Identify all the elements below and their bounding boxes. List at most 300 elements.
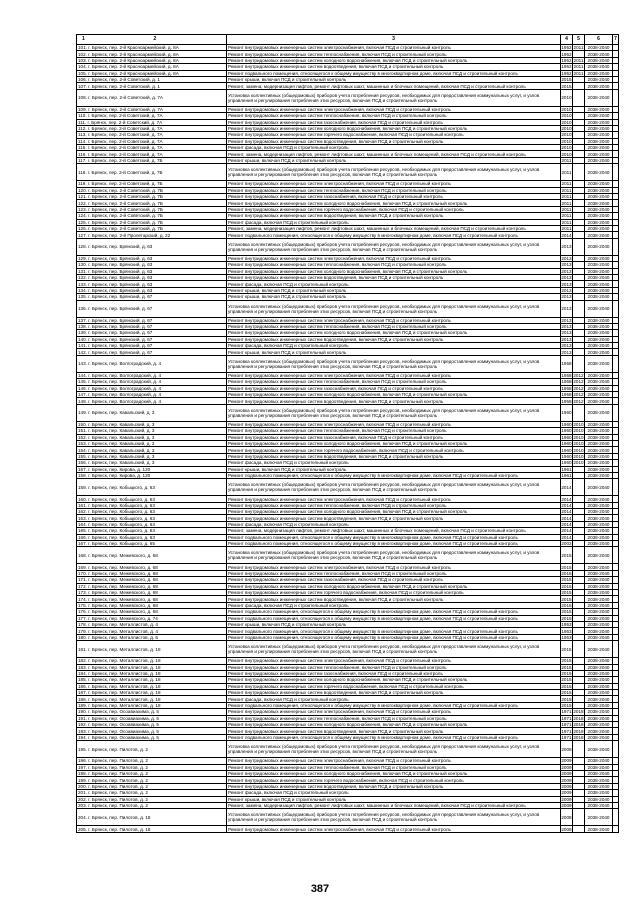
- cell-year-repair: 2010: [573, 441, 584, 447]
- cell-number: 110.: [78, 113, 87, 119]
- cell-year-built: 2015: [561, 690, 572, 696]
- cell-work-type: Ремонт крыши, включая ПСД и строительный контроль: [227, 466, 561, 472]
- cell-number: 186.: [78, 683, 87, 689]
- cell-period: 2038-2040: [585, 151, 613, 157]
- cell-number: 203.: [78, 803, 87, 809]
- cell-number: 142.: [78, 349, 87, 355]
- table-row: [77, 164, 619, 181]
- cell-work-type: Ремонт внутридомовых инженерных систем газоснабжения, включая ПСД и строительный контроль: [227, 194, 561, 200]
- cell-work-type: Ремонт внутридомовых инженерных систем электроснабжения, включая ПСД и строительный контроль: [227, 658, 561, 664]
- cell-period: 2038-2040: [585, 658, 613, 664]
- cell-year-built: 2009: [561, 796, 572, 802]
- cell-period: 2038-2040: [585, 106, 613, 112]
- cell-work-type: Установка коллективных (общедомовых) приборов учета потребления ресурсов, необходимых для предоставления коммунальных услуг, и узлов управления и регулирования потребления этих ресурсов, включая ПСД и строительный контроль: [227, 404, 561, 421]
- cell-year-built: 2014: [561, 515, 572, 521]
- cell-period: 2038-2040: [585, 349, 613, 355]
- cell-period: 2038-2040: [585, 596, 613, 602]
- cell-work-type: Ремонт внутридомовых инженерных систем водоотведения, включая ПСД и строительный контроль: [227, 138, 561, 144]
- cell-year-built: 2013: [561, 287, 572, 293]
- cell-address: г. Брянск, пер. Межевского, д. 68: [88, 571, 158, 577]
- cell-period: 2038-2040: [585, 547, 613, 564]
- cell-work-type: Ремонт внутридомовых инженерных систем горячего водоснабжения, включая ПСД и строительный контроль: [227, 590, 561, 596]
- cell-year-repair: [573, 547, 585, 564]
- cell-note: [613, 809, 619, 826]
- cell-period: 2038-2040: [585, 206, 613, 212]
- cell-number-address: [77, 826, 227, 832]
- cell-address: г. Брянск, пер. Брянский, д. 67: [88, 330, 153, 336]
- cell-number: 201.: [78, 790, 87, 796]
- cell-number: 196.: [78, 758, 87, 764]
- cell-period: 2038-2040: [585, 460, 613, 466]
- cell-year-built: 2009: [561, 764, 572, 770]
- cell-address: г. Брянск, пер. Пилотов, д. 2: [88, 777, 148, 783]
- cell-year-built: 2010: [561, 106, 572, 112]
- cell-address: г. Брянск, пер. Брянский, д. 63: [88, 287, 153, 293]
- table-row: [77, 404, 619, 421]
- cell-period: 2038-2040: [585, 317, 613, 323]
- cell-year-built: 2008: [561, 826, 572, 832]
- cell-work-type: Ремонт внутридомовых инженерных систем горячего водоснабжения, включая ПСД и строительный контроль: [227, 132, 561, 138]
- cell-address: г. Брянск, пер. Кирова, д. 120: [88, 466, 151, 472]
- cell-work-type: Ремонт, замена, модернизация лифтов, ремонт лифтовых шахт, машинных и блочных помещений, включая ПСД и строительный контроль: [227, 528, 561, 534]
- cell-number: 124.: [78, 213, 87, 219]
- cell-number: 114.: [78, 138, 87, 144]
- cell-address: г. Брянск, пер. Кобыцкого, д. 65: [88, 541, 155, 547]
- header-cell-col3: 3: [227, 35, 561, 45]
- cell-period: 2038-2040: [585, 764, 613, 770]
- cell-year-built: 1960: [561, 453, 572, 459]
- cell-work-type: Ремонт внутридомовых инженерных систем холодного водоснабжения, включая ПСД и строительный контроль: [227, 200, 561, 206]
- cell-work-type: Ремонт внутридомовых инженерных систем холодного водоснабжения, включая ПСД и строительный контроль: [227, 583, 561, 589]
- cell-note: [613, 641, 619, 658]
- cell-number: 137.: [78, 317, 87, 323]
- cell-work-type: Ремонт крыши, включая ПСД и строительный контроль: [227, 294, 561, 300]
- cell-period: 2038-2040: [585, 734, 613, 740]
- cell-year-built: 1952: [561, 51, 572, 57]
- cell-address: г. Брянск, пер. 2-й Советский, д. 7А: [87, 132, 163, 138]
- cell-work-type: Ремонт внутридомовых инженерных систем электроснабжения, включая ПСД и строительный контроль: [227, 255, 561, 261]
- cell-address: г. Брянск, пер. Кирова, д. 120: [88, 473, 151, 479]
- cell-work-type: Ремонт внутридомовых инженерных систем электроснабжения, включая ПСД и строительный контроль: [227, 564, 561, 570]
- cell-address: г. Брянск, пер. Металлистов, д. 4: [88, 622, 158, 628]
- cell-address: г. Брянск, пер. Пилотов, д. 2: [88, 746, 148, 752]
- cell-address: г. Брянск, пер. Брянский, д. 67: [88, 349, 153, 355]
- header-cell-col2: [77, 35, 227, 45]
- cell-period: 2038-2040: [585, 238, 613, 255]
- cell-year-repair: 2018: [573, 709, 584, 715]
- cell-work-type: Ремонт внутридомовых инженерных систем теплоснабжения, включая ПСД и строительный контроль: [227, 428, 561, 434]
- cell-number: 120.: [78, 187, 87, 193]
- cell-period: 2038-2040: [585, 690, 613, 696]
- cell-address: г. Брянск, пер. Кавальский, д. 3: [88, 453, 155, 459]
- cell-period: 2038-2040: [585, 219, 613, 225]
- cell-year-built: 1958: [561, 385, 572, 391]
- cell-work-type: Ремонт, замена, модернизация лифтов, ремонт лифтовых шахт, машинных и блочных помещений, включая ПСД и строительный контроль: [227, 83, 561, 89]
- cell-year-built: 2008: [561, 809, 573, 826]
- cell-work-type: Ремонт внутридомовых инженерных систем электроснабжения, включая ПСД и строительный контроль: [227, 181, 561, 187]
- cell-address: г. Брянск, пер. 2-й Советский, д. 7А: [87, 119, 163, 125]
- cell-year-built: 1958: [561, 392, 572, 398]
- cell-number: 117.: [78, 158, 87, 164]
- cell-period: 2038-2040: [585, 398, 613, 404]
- cell-address: г. Брянск, пер. Межевского, д. 68: [88, 583, 158, 589]
- cell-work-type: Установка коллективных (общедомовых) приборов учета потребления ресурсов, необходимых для предоставления коммунальных услуг, и узлов управления и регулирования потребления этих ресурсов, включая ПСД и строительный контроль: [227, 164, 561, 181]
- cell-year-built: 1953: [561, 622, 572, 628]
- cell-address: г. Брянск, пер. 2-й Красноармейский, д. 8А: [88, 70, 179, 76]
- cell-work-type: Ремонт внутридомовых инженерных систем теплоснабжения, включая ПСД и строительный контроль: [227, 379, 561, 385]
- cell-period: 2038-2040: [585, 336, 613, 342]
- header-cell-col6: 6: [585, 35, 613, 45]
- cell-number: 133.: [78, 281, 87, 287]
- cell-year-built: 1971: [561, 722, 572, 728]
- cell-year-repair: [573, 641, 585, 658]
- cell-work-type: Ремонт внутридомовых инженерных систем теплоснабжения, включая ПСД и строительный контроль: [227, 570, 561, 576]
- cell-number: 108.: [78, 95, 87, 101]
- cell-work-type: Установка коллективных (общедомовых) приборов учета потребления ресурсов, необходимых для предоставления коммунальных услуг, и узлов управления и регулирования потребления этих ресурсов, включая ПСД и строительный контроль: [227, 300, 561, 317]
- cell-year-built: 2011: [561, 200, 572, 206]
- cell-number: 172.: [78, 583, 87, 589]
- cell-year-built: 1960: [561, 447, 572, 453]
- cell-work-type: Ремонт внутридомовых инженерных систем теплоснабжения, включая ПСД и строительный контроль: [227, 113, 561, 119]
- cell-period: 2038-2040: [585, 343, 613, 349]
- cell-period: 2038-2040: [585, 715, 613, 721]
- cell-year-repair: [573, 741, 585, 758]
- cell-work-type: Ремонт подвального помещения, относящегося к общему имуществу в многоквартирном доме, включая ПСД и строительный контроль: [227, 70, 561, 76]
- cell-number: 158.: [78, 473, 87, 479]
- cell-year-repair: [573, 826, 585, 832]
- cell-work-type: Ремонт внутридомовых инженерных систем газоснабжения, включая ПСД и строительный контроль: [227, 670, 561, 676]
- document-sheet: [76, 34, 618, 833]
- cell-address: г. Брянск, пер. Металлистов, д. 18: [88, 696, 161, 702]
- cell-number: 131.: [78, 268, 87, 274]
- cell-number: 185.: [78, 677, 87, 683]
- cell-address: г. Брянск, пер. 2-й Красноармейский, д. 8А: [88, 57, 179, 63]
- cell-year-built: 2013: [561, 300, 573, 317]
- cell-address: г. Брянск, пер. Металлистов, д. 18: [88, 664, 161, 670]
- cell-note: [613, 479, 619, 496]
- cell-year-built: 2010: [561, 132, 572, 138]
- cell-number: 180.: [78, 634, 87, 640]
- cell-number: 123.: [78, 207, 87, 212]
- cell-period: 2038-2040: [585, 51, 613, 57]
- table-row: [77, 355, 619, 372]
- cell-number: 116.: [78, 151, 87, 157]
- cell-work-type: Ремонт внутридомовых инженерных систем водоотведения, включая ПСД и строительный контроль: [227, 728, 561, 734]
- cell-work-type: Ремонт фасада, включая ПСД и строительный контроль: [227, 281, 561, 287]
- cell-work-type: Ремонт подвального помещения, относящегося к общему имуществу в многоквартирном доме, включая ПСД и строительный контроль: [227, 609, 561, 615]
- cell-year-repair: [573, 479, 585, 496]
- cell-number: 157.: [78, 466, 87, 472]
- cell-number: 183.: [78, 664, 87, 670]
- cell-number: 130.: [78, 262, 87, 268]
- page-number: 387: [310, 883, 330, 895]
- cell-number: 150.: [78, 421, 87, 427]
- cell-period: 2038-2040: [585, 453, 613, 459]
- cell-period: 2038-2040: [585, 323, 613, 329]
- cell-year-built: 1952: [561, 45, 572, 51]
- cell-number: 170.: [78, 571, 87, 577]
- cell-year-repair: 2010: [573, 428, 584, 434]
- cell-work-type: Ремонт внутридомовых инженерных систем горячего водоснабжения, включая ПСД и строительный контроль: [227, 777, 561, 783]
- cell-address: г. Брянск, пер. 2-й Советский, д. 7Б: [87, 169, 163, 175]
- cell-address: г. Брянск, пер. Пилотов, д. 2: [88, 803, 148, 809]
- cell-period: 2038-2040: [585, 634, 613, 640]
- cell-work-type: Ремонт внутридомовых инженерных систем теплоснабжения, включая ПСД и строительный контроль: [227, 502, 561, 508]
- cell-number: 175.: [78, 602, 87, 608]
- cell-year-repair: [573, 89, 585, 106]
- cell-work-type: Ремонт подвального помещения, относящегося к общему имуществу в многоквартирном доме, включая ПСД и строительный контроль: [227, 534, 561, 540]
- cell-year-built: 2015: [561, 609, 572, 615]
- cell-year-built: 1958: [561, 398, 572, 404]
- cell-year-repair: [573, 300, 585, 317]
- cell-period: 2038-2040: [585, 164, 613, 181]
- cell-period: 2038-2040: [585, 213, 613, 219]
- cell-address: г. Брянск, пер. Пилотов, д. 2: [88, 764, 148, 770]
- cell-year-built: 2014: [561, 232, 572, 238]
- cell-year-built: 2010: [561, 145, 572, 151]
- cell-number: 145.: [78, 379, 87, 385]
- cell-year-built: 2011: [561, 194, 572, 200]
- cell-address: г. Брянск, пер. Кобыцкого, д. 63: [88, 484, 155, 490]
- cell-period: 2038-2040: [585, 194, 613, 200]
- cell-address: г. Брянск, пер. Кобыцкого, д. 63: [88, 522, 155, 528]
- cell-work-type: Ремонт внутридомовых инженерных систем электроснабжения, включая ПСД и строительный контроль: [227, 496, 561, 502]
- cell-year-built: 1960: [561, 460, 572, 466]
- cell-period: 2038-2040: [585, 641, 613, 658]
- cell-address: г. Брянск, пер. Кобыцкого, д. 63: [88, 528, 155, 534]
- cell-year-built: 2014: [561, 528, 572, 534]
- cell-year-built: 2011: [561, 219, 572, 225]
- cell-work-type: Установка коллективных (общедомовых) приборов учета потребления ресурсов, необходимых для предоставления коммунальных услуг, и узлов управления и регулирования потребления этих ресурсов, включая ПСД и строительный контроль: [227, 479, 561, 496]
- cell-year-built: 1953: [561, 628, 572, 634]
- cell-year-built: 2015: [561, 564, 572, 570]
- cell-year-built: 2011: [561, 187, 572, 193]
- cell-number-address: [77, 355, 227, 372]
- cell-work-type: Установка коллективных (общедомовых) приборов учета потребления ресурсов, необходимых для предоставления коммунальных услуг, и узлов управления и регулирования потребления этих ресурсов, включая ПСД и строительный контроль: [227, 238, 561, 255]
- cell-work-type: Ремонт внутридомовых инженерных систем горячего водоснабжения, включая ПСД и строительный контроль: [227, 683, 561, 689]
- cell-year-repair: 2010: [573, 460, 584, 466]
- cell-period: 2038-2040: [585, 447, 613, 453]
- cell-year-built: 2013: [561, 294, 572, 300]
- cell-address: г. Брянск, пер. Волгоградский, д. 4: [88, 398, 162, 404]
- cell-number: 165.: [78, 528, 87, 534]
- cell-number: 139.: [78, 330, 87, 336]
- cell-work-type: Ремонт внутридомовых инженерных систем водоотведения, включая ПСД и строительный контроль: [227, 690, 561, 696]
- cell-address: г. Брянск, пер. Межевского, д. 68: [88, 609, 158, 615]
- cell-period: 2038-2040: [585, 809, 613, 826]
- cell-year-built: 2009: [561, 803, 572, 809]
- cell-number: 163.: [78, 515, 87, 521]
- cell-number: 143.: [78, 361, 87, 367]
- cell-year-built: 2015: [561, 677, 572, 683]
- cell-work-type: Ремонт внутридомовых инженерных систем газоснабжения, включая ПСД и строительный контроль: [227, 434, 561, 440]
- cell-work-type: Ремонт внутридомовых инженерных систем водоотведения, включая ПСД и строительный контроль: [227, 336, 561, 342]
- cell-year-repair: 2012: [573, 385, 584, 391]
- cell-number: 153.: [78, 441, 87, 447]
- cell-address: г. Брянск, пер. Металлистов, д. 18: [88, 671, 161, 677]
- table-body: [77, 45, 619, 833]
- cell-number: 119.: [78, 181, 87, 187]
- cell-period: 2038-2040: [585, 709, 613, 715]
- cell-work-type: Ремонт внутридомовых инженерных систем холодного водоснабжения, включая ПСД и строительный контроль: [227, 509, 561, 515]
- cell-work-type: Ремонт крыши, включая ПСД и строительный контроль: [227, 796, 561, 802]
- cell-number: 115.: [78, 145, 87, 151]
- cell-number: 161.: [78, 502, 87, 508]
- cell-address: г. Брянск, пер. Волгоградский, д. 4: [88, 385, 162, 391]
- cell-year-built: 2014: [561, 509, 572, 515]
- cell-number: 134.: [78, 287, 87, 293]
- cell-number: 144.: [78, 373, 87, 379]
- cell-number: 159.: [78, 484, 87, 490]
- cell-address: г. Брянск, пер. Осоавиахима, д. 5: [88, 709, 159, 715]
- cell-year-repair: 2011: [573, 45, 584, 51]
- cell-year-built: 2011: [561, 164, 573, 181]
- cell-year-built: 2013: [561, 317, 572, 323]
- cell-address: г. Брянск, пер. Металлистов, д. 6: [88, 634, 158, 640]
- cell-address: г. Брянск, пер. 2-й Советский, д. 7Б: [88, 207, 163, 212]
- cell-address: г. Брянск, пер. 2-й Советский, д. 7Б: [87, 181, 163, 187]
- cell-number-address: [77, 547, 227, 564]
- cell-year-repair: 2018: [573, 715, 584, 721]
- cell-number: 148.: [78, 398, 87, 404]
- cell-period: 2038-2040: [585, 496, 613, 502]
- cell-address: г. Брянск, пер. Кавальский, д. 3: [88, 434, 155, 440]
- cell-year-built: 1960: [561, 428, 572, 434]
- cell-period: 2038-2040: [585, 615, 613, 621]
- cell-period: 2038-2040: [585, 440, 613, 446]
- cell-number: 113.: [78, 132, 87, 138]
- cell-work-type: Ремонт, замена, модернизация лифтов, ремонт лифтовых шахт, машинных и блочных помещений, включая ПСД и строительный контроль: [227, 802, 561, 808]
- cell-period: 2038-2040: [585, 294, 613, 300]
- cell-work-type: Установка коллективных (общедомовых) приборов учета потребления ресурсов, необходимых для предоставления коммунальных услуг, и узлов управления и регулирования потребления этих ресурсов, включая ПСД и строительный контроль: [227, 355, 561, 372]
- cell-year-repair: 2012: [573, 373, 584, 379]
- cell-year-built: 1958: [561, 379, 572, 385]
- cell-period: 2038-2040: [585, 89, 613, 106]
- cell-number: 132.: [78, 275, 87, 281]
- cell-work-type: Ремонт внутридомовых инженерных систем электроснабжения, включая ПСД и строительный контроль: [227, 826, 561, 832]
- cell-note: [613, 238, 619, 255]
- cell-year-built: 1971: [561, 728, 572, 734]
- cell-number: 121.: [78, 194, 87, 200]
- cell-number-address: [77, 89, 227, 106]
- cell-number: 126.: [78, 226, 87, 232]
- cell-year-built: 1958: [561, 373, 572, 379]
- cell-note: [613, 355, 619, 372]
- cell-work-type: Ремонт внутридомовых инженерных систем горячего водоснабжения, включая ПСД и строительный контроль: [227, 447, 561, 453]
- cell-address: г. Брянск, пер. Брянский, д. 67: [88, 294, 153, 300]
- cell-period: 2038-2040: [585, 564, 613, 570]
- cell-address: г. Брянск, пер. Кавальский, д. 3: [88, 421, 155, 427]
- cell-work-type: Установка коллективных (общедомовых) приборов учета потребления ресурсов, необходимых для предоставления коммунальных услуг, и узлов управления и регулирования потребления этих ресурсов, включая ПСД и строительный контроль: [227, 741, 561, 758]
- cell-period: 2038-2040: [585, 583, 613, 589]
- cell-work-type: Ремонт подвального помещения, относящегося к общему имуществу в многоквартирном доме, включая ПСД и строительный контроль: [227, 232, 561, 238]
- cell-year-built: 2013: [561, 349, 572, 355]
- cell-year-built: 2015: [561, 683, 572, 689]
- cell-address: г. Брянск, пер. Пилотов, д. 18: [88, 826, 151, 832]
- cell-number: 104.: [78, 64, 87, 70]
- cell-address: г. Брянск, пер. 2-й Советский, д. 7А: [87, 145, 163, 151]
- cell-period: 2038-2040: [585, 570, 613, 576]
- cell-period: 2038-2040: [585, 621, 613, 627]
- cell-address: г. Брянск, пер. Брянский, д. 67: [88, 336, 153, 342]
- cell-period: 2038-2040: [585, 76, 613, 82]
- cell-year-repair: 2010: [573, 453, 584, 459]
- cell-number: 191.: [78, 715, 87, 721]
- cell-number: 177.: [78, 615, 87, 621]
- cell-year-built: 1961: [561, 473, 572, 479]
- cell-year-built: 1971: [561, 735, 572, 740]
- cell-work-type: Ремонт внутридомовых инженерных систем электроснабжения, включая ПСД и строительный контроль: [227, 758, 561, 764]
- cell-period: 2038-2040: [585, 83, 613, 89]
- cell-work-type: Ремонт внутридомовых инженерных систем водоотведения, включая ПСД и строительный контроль: [227, 213, 561, 219]
- cell-year-built: 2015: [561, 583, 572, 589]
- cell-address: г. Брянск, пер. Металлистов, д. 18: [88, 646, 161, 652]
- cell-period: 2038-2040: [585, 502, 613, 508]
- table-row: [77, 547, 619, 564]
- cell-year-built: 2009: [561, 777, 572, 783]
- cell-period: 2038-2040: [585, 683, 613, 689]
- cell-number: 136.: [78, 306, 87, 311]
- cell-year-repair: [573, 355, 585, 372]
- cell-work-type: Ремонт подвального помещения, относящегося к общему имуществу в многоквартирном доме, включая ПСД и строительный контроль: [227, 734, 561, 740]
- cell-year-built: 2015: [561, 596, 572, 602]
- cell-number: 184.: [78, 671, 87, 677]
- header-row: [77, 35, 619, 45]
- cell-period: 2038-2040: [585, 758, 613, 764]
- cell-number: 202.: [78, 796, 87, 802]
- cell-number: 195.: [78, 746, 87, 752]
- cell-number: 171.: [78, 577, 87, 583]
- cell-address: г. Брянск, пер. Осоавиахима, д. 5: [88, 735, 159, 740]
- cell-note: [613, 300, 619, 317]
- cell-work-type: Ремонт внутридомовых инженерных систем водоотведения, включая ПСД и строительный контроль: [227, 274, 561, 280]
- cell-period: 2038-2040: [585, 200, 613, 206]
- cell-year-built: 2009: [561, 741, 573, 758]
- cell-work-type: Ремонт внутридомовых инженерных систем водоотведения, включая ПСД и строительный контроль: [227, 398, 561, 404]
- cell-number: 102.: [78, 51, 87, 57]
- cell-period: 2038-2040: [585, 119, 613, 125]
- cell-number: 194.: [78, 735, 87, 740]
- cell-year-built: 2015: [561, 658, 572, 664]
- cell-address: г. Брянск, пер. Волгоградский, д. 4: [88, 361, 162, 367]
- cell-year-repair: 2011: [573, 57, 584, 63]
- cell-work-type: Ремонт фасада, включая ПСД и строительный контроль: [227, 343, 561, 349]
- cell-note: [613, 89, 619, 106]
- cell-work-type: Ремонт крыши, включая ПСД и строительный контроль: [227, 76, 561, 82]
- cell-year-repair: [573, 164, 585, 181]
- cell-year-built: 2013: [561, 330, 572, 336]
- cell-number: 188.: [78, 696, 87, 702]
- cell-period: 2038-2040: [585, 802, 613, 808]
- cell-period: 2038-2040: [585, 628, 613, 634]
- cell-year-built: 2014: [561, 522, 572, 528]
- cell-period: 2038-2040: [585, 602, 613, 608]
- cell-period: 2038-2040: [585, 783, 613, 789]
- cell-address: г. Брянск, пер. Межевского, д. 68: [88, 590, 158, 596]
- cell-work-type: Ремонт внутридомовых инженерных систем холодного водоснабжения, включая ПСД и строительный контроль: [227, 440, 561, 446]
- cell-year-built: 2011: [561, 226, 572, 232]
- cell-note: [613, 547, 619, 564]
- cell-number-address: [77, 641, 227, 658]
- cell-year-built: 1960: [561, 404, 573, 421]
- cell-year-built: 2013: [561, 343, 572, 349]
- cell-work-type: Ремонт внутридомовых инженерных систем водоотведения, включая ПСД и строительный контроль: [227, 64, 561, 70]
- cell-work-type: Ремонт внутридомовых инженерных систем электроснабжения, включая ПСД и строительный контроль: [227, 372, 561, 378]
- cell-address: г. Брянск, пер. Брянский, д. 67: [88, 317, 153, 323]
- cell-period: 2038-2040: [585, 728, 613, 734]
- cell-year-built: 2011: [561, 213, 572, 219]
- cell-number: 105.: [78, 70, 87, 76]
